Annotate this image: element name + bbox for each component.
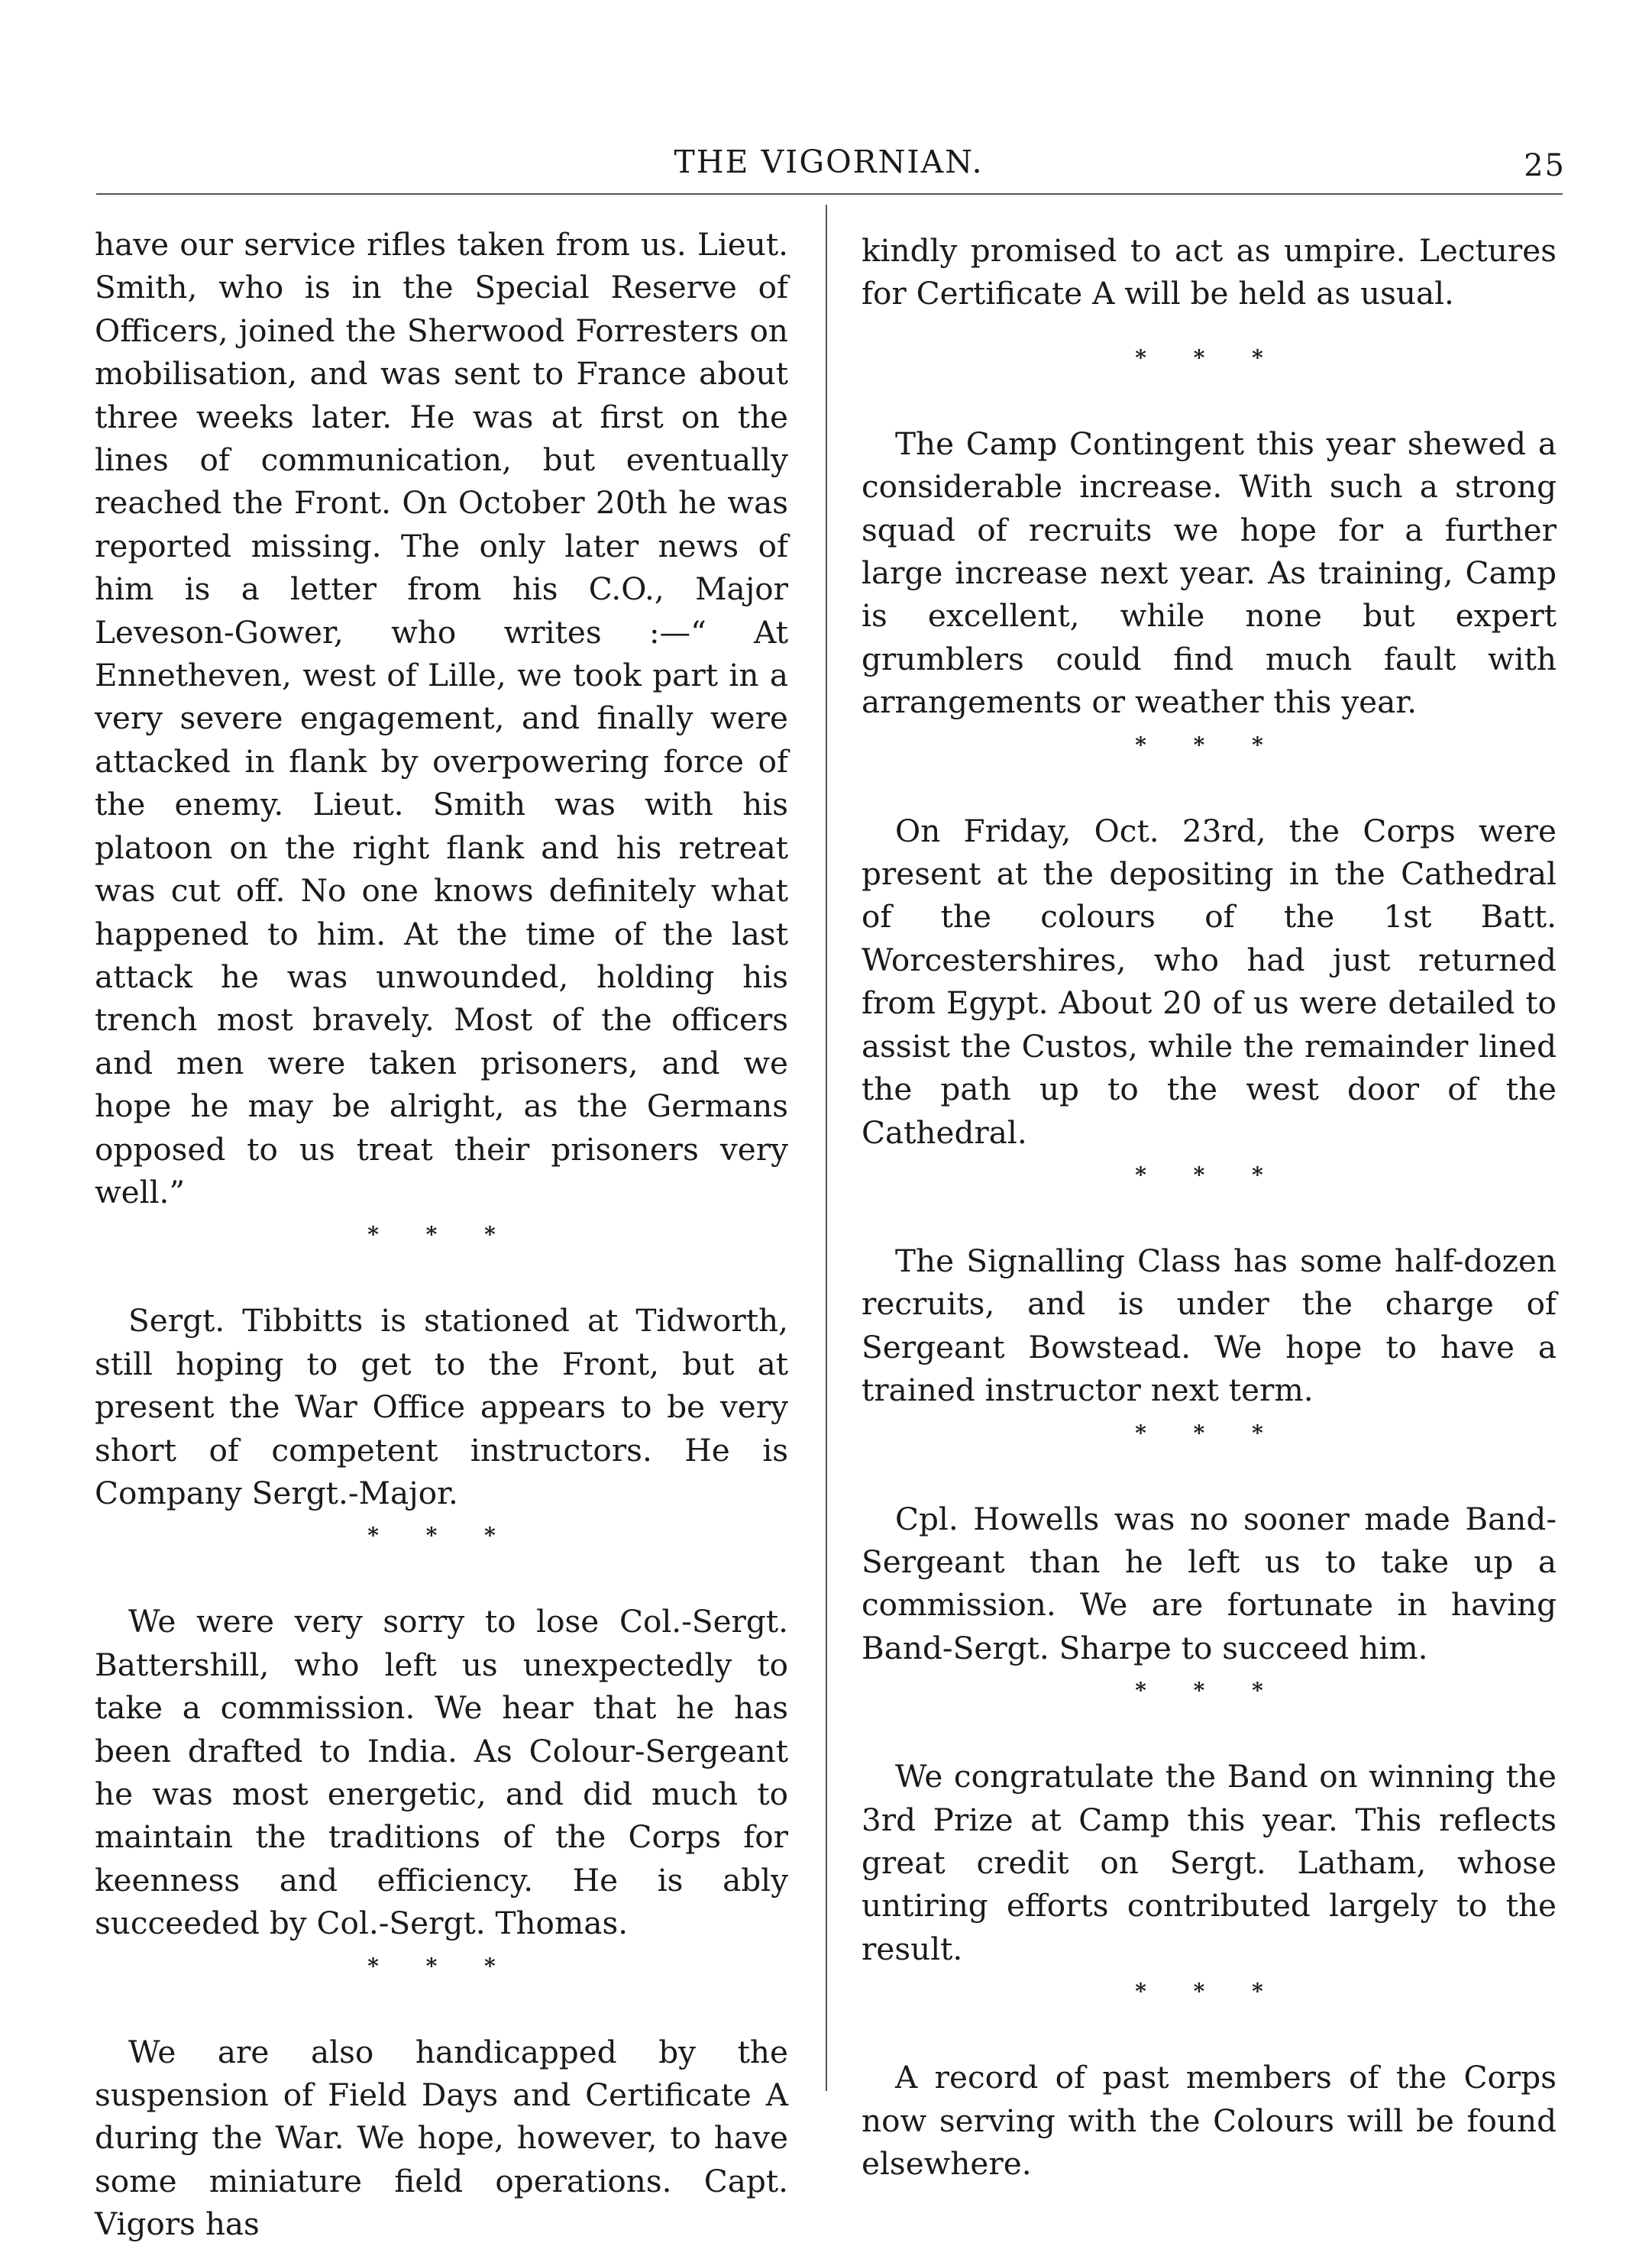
paragraph-band-prize: We congratulate the Band on winning the 3rd Prize at Camp this year. This reflects great credit on Sergt. Latham, whose untiring efforts contributed largely to the result.: [862, 1758, 1557, 1967]
column-divider: [826, 205, 827, 2091]
paragraph-camp-contingent: The Camp Contingent this year shewed a considerable increase. With such a strong squad of recruits we hope for a further large increase next year. As training, Camp is excellent, while none but expert grumblers could find much fault with arrangements or weather this year.: [862, 425, 1557, 721]
header-rule: [96, 193, 1563, 195]
paragraph-cathedral-colours: On Friday, Oct. 23rd, the Corps were present at the depositing in the Cathedral of the colours of the 1st Batt. Worcestershires, who had just returned from Egypt. About 20 of us were detailed to assist the Custos, while the remainder lined the path up to the west door of the Cathedral.: [862, 812, 1557, 1151]
right-column: [862, 229, 1557, 2185]
section-separator: * * *: [367, 1523, 516, 1549]
paragraph-record-past-members: A record of past members of the Corps now serving with the Colours will be found elsewhere.: [862, 2059, 1557, 2182]
journal-title: THE VIGORNIAN.: [674, 144, 984, 180]
paragraph-band-sergeant: Cpl. Howells was no sooner made Band-Sergeant than he left us to take up a commission. We are fortunate in having Band-Sergt. Sharpe to succeed him.: [862, 1500, 1557, 1666]
section-separator: * * *: [1135, 732, 1283, 758]
section-separator: * * *: [1135, 1678, 1283, 1704]
paragraph-field-days: We are also handicapped by the suspension of Field Days and Certificate A during the War. We hope, however, to have some miniature field operations. Capt. Vigors has: [95, 2033, 788, 2243]
left-column: [95, 223, 788, 2246]
running-header: [92, 144, 1566, 186]
section-separator: * * *: [1135, 344, 1283, 370]
paragraph-sergt-tibbitts: Sergt. Tibbitts is stationed at Tidworth, still hoping to get to the Front, but at present the War Office appears to be very short of competent instructors. He is Company Sergt.-Major.: [95, 1302, 788, 1511]
section-separator: * * *: [1135, 1979, 1283, 2005]
section-separator: * * *: [367, 1222, 516, 1248]
section-separator: * * *: [367, 1953, 516, 1979]
paragraph-col-sergt-battershill: We were very sorry to lose Col.-Sergt. Battershill, who left us unexpectedly to take a commission. We hear that he has been drafted to India. As Colour-Sergeant he was most energetic, and did much to maintain the traditions of the Corps for keenness and efficiency. He is ably succeeded by Col.-Sergt. Thomas.: [95, 1603, 788, 1942]
section-separator: * * *: [1135, 1420, 1283, 1446]
paragraph-umpire: kindly promised to act as umpire. Lectures for Certificate A will be held as usual.: [862, 232, 1557, 312]
paragraph-lieut-smith: have our service rifles taken from us. Lieut. Smith, who is in the Special Reserve of Officers, joined the Sherwood Forresters on mobilisation, and was sent to France about three weeks later. He was at first on the lines of communication, but eventually reached the Front. On October 20th he was reported missing. The only later news of him is a letter from his C.O., Major Leveson-Gower, who writes :—“ At Ennetheven, west of Lille, we took part in a very severe engagement, and finally were attacked in flank by overpowering force of the enemy. Lieut. Smith was with his platoon on the right flank and his retreat was cut off. No one knows definitely what happened to him. At the time of the last attack he was unwounded, holding his trench most bravely. Most of the officers and men were taken prisoners, and we hope he may be alright, as the Germans opposed to us treat their prisoners very well.”: [95, 226, 788, 1210]
page-number: 25: [1524, 148, 1566, 183]
section-separator: * * *: [1135, 1162, 1283, 1188]
paragraph-signalling-class: The Signalling Class has some half-dozen recruits, and is under the charge of Sergeant Bowstead. We hope to have a trained instructor next term.: [862, 1242, 1557, 1409]
